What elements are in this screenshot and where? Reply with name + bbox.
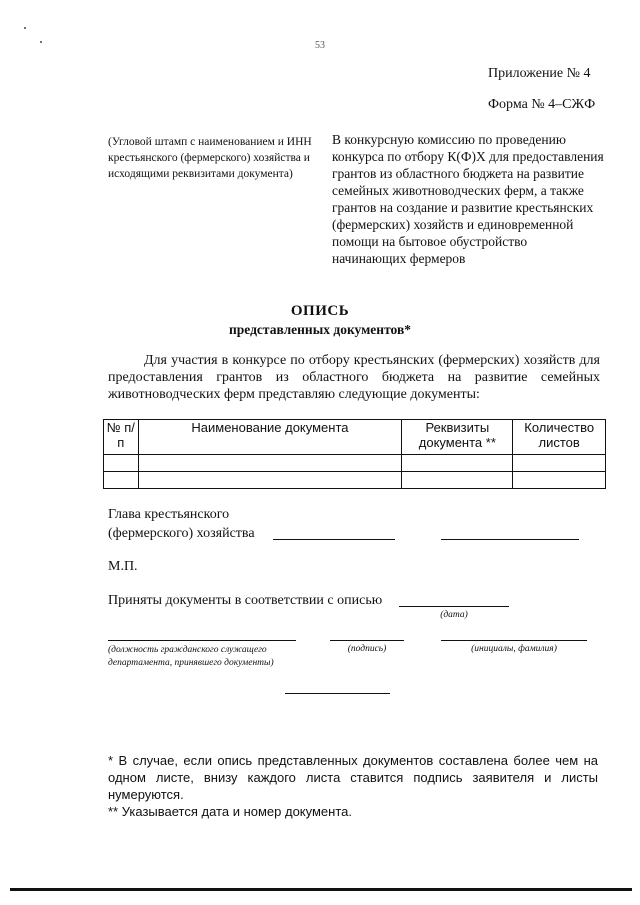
- form-label: Форма № 4–СЖФ: [488, 97, 596, 112]
- accepted-statement: Приняты документы в соответствии с описью: [108, 593, 383, 608]
- official-signature-line[interactable]: [330, 640, 404, 641]
- head-of-farm-label: [108, 505, 255, 543]
- corner-stamp-note: (Угловой штамп с наименованием и ИНН крестьянского (фермерского) хозяйства и исходящими реквизитами документа): [108, 136, 312, 180]
- table-row: [104, 455, 606, 472]
- column-header-number: № п/п: [104, 420, 139, 455]
- column-header-details: Реквизиты документа **: [402, 420, 513, 455]
- table-cell[interactable]: [402, 455, 513, 472]
- table-cell[interactable]: [104, 472, 139, 489]
- footnote-2: ** Указывается дата и номер документа.: [108, 804, 352, 819]
- addressee-block: В конкурсную комиссию по проведению конкурса по отбору К(Ф)Х для предоставления грантов из областного бюджета на развитие семейных животноводческих ферм, а также грантов на создание и развитие крестьянских (фермерских) хозяйств и единовременной помощи на бытовое обустройство начинающих фермеров: [332, 132, 604, 266]
- intro-paragraph: Для участия в конкурсе по отбору крестьянских (фермерских) хозяйств для предоставления грантов из областного бюджета на развитие семейных животноводческих ферм представляю следующие документы:: [108, 353, 600, 402]
- head-label-line2: (фермерского) хозяйства: [108, 526, 255, 541]
- position-caption: (должность гражданского служащего департамента, принявшего документы): [108, 645, 274, 668]
- position-line[interactable]: [108, 640, 296, 641]
- column-header-sheets: Количество листов: [513, 420, 606, 455]
- head-name-line[interactable]: [441, 539, 579, 540]
- table-cell[interactable]: [104, 455, 139, 472]
- table-cell[interactable]: [513, 455, 606, 472]
- scan-speck: [24, 27, 26, 29]
- head-signature-line[interactable]: [273, 539, 395, 540]
- document-subtitle: представленных документов*: [229, 322, 411, 337]
- table-header-row: [104, 420, 606, 455]
- head-label-line1: Глава крестьянского: [108, 507, 230, 522]
- date-line[interactable]: [399, 606, 509, 607]
- table-cell[interactable]: [513, 472, 606, 489]
- page-number: 53: [315, 40, 325, 51]
- signature-caption: (подпись): [347, 644, 387, 654]
- document-title: ОПИСЬ: [290, 303, 350, 319]
- table-row: [104, 472, 606, 489]
- footnotes: [108, 752, 598, 820]
- initials-caption: (инициалы, фамилия): [471, 644, 557, 654]
- table-cell[interactable]: [138, 472, 402, 489]
- table-cell[interactable]: [138, 455, 402, 472]
- scan-speck: [40, 41, 42, 43]
- table-cell[interactable]: [402, 472, 513, 489]
- seal-mark: М.П.: [108, 559, 138, 574]
- footnote-1: * В случае, если опись представленных документов составлена более чем на одном листе, внизу каждого листа ставится подпись заявителя и листы нумеруются.: [108, 753, 598, 802]
- date-caption: (дата): [440, 610, 468, 620]
- column-header-name: Наименование документа: [138, 420, 402, 455]
- bottom-rule: [10, 888, 632, 891]
- documents-table: [103, 419, 606, 489]
- separator-line: [285, 693, 390, 694]
- appendix-label: Приложение № 4: [488, 66, 591, 81]
- official-name-line[interactable]: [441, 640, 587, 641]
